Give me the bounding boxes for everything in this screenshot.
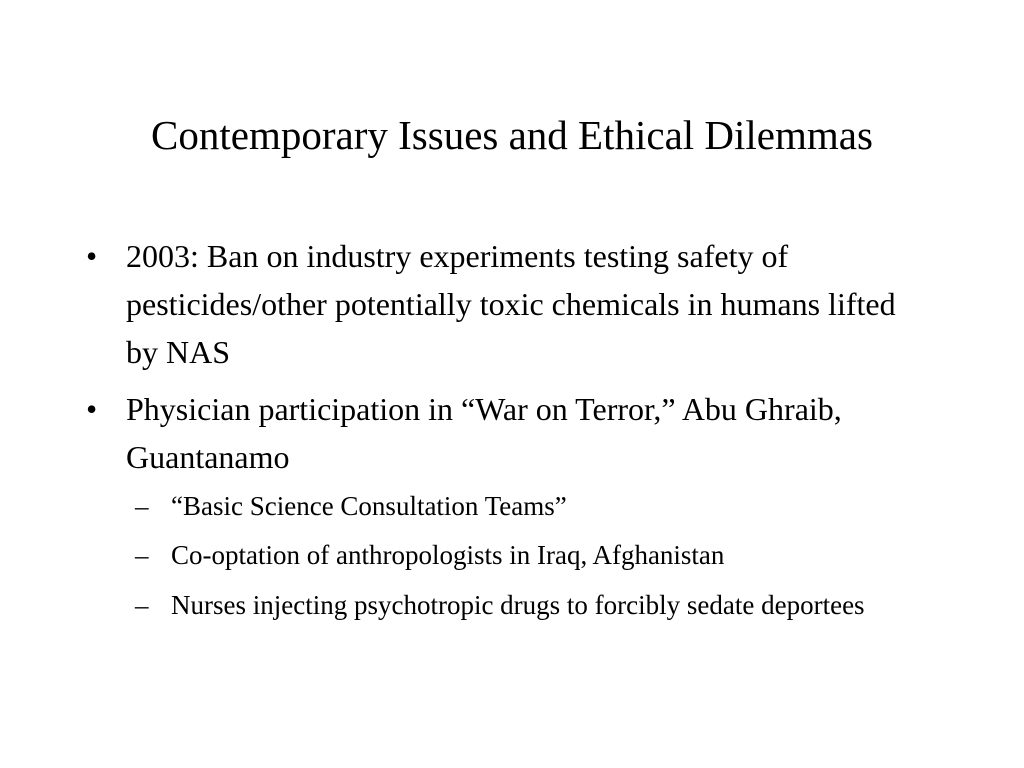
sub-bullet-item [135, 585, 925, 625]
bullet-item [86, 232, 916, 376]
sub-bullet-marker: – [135, 540, 149, 570]
sub-bullet-marker: – [135, 590, 149, 620]
sub-bullet-text: “Basic Science Consultation Teams” [171, 491, 567, 521]
sub-bullet-text: Nurses injecting psychotropic drugs to forcibly sedate deportees [171, 590, 865, 620]
sub-bullet-item [135, 535, 925, 575]
sub-bullet-marker: – [135, 491, 149, 521]
bullet-marker: • [86, 391, 98, 427]
bullet-item [86, 385, 916, 481]
sub-bullet-text: Co-optation of anthropologists in Iraq, Afghanistan [171, 540, 725, 570]
bullet-text: 2003: Ban on industry experiments testing safety of pesticides/other potentially toxic chemicals in humans lifted by NAS [126, 238, 896, 370]
bullet-text: Physician participation in “War on Terror,” Abu Ghraib, Guantanamo [126, 391, 842, 475]
slide-title: Contemporary Issues and Ethical Dilemmas [151, 112, 873, 158]
sub-bullet-item [135, 486, 925, 526]
bullet-marker: • [86, 238, 98, 274]
